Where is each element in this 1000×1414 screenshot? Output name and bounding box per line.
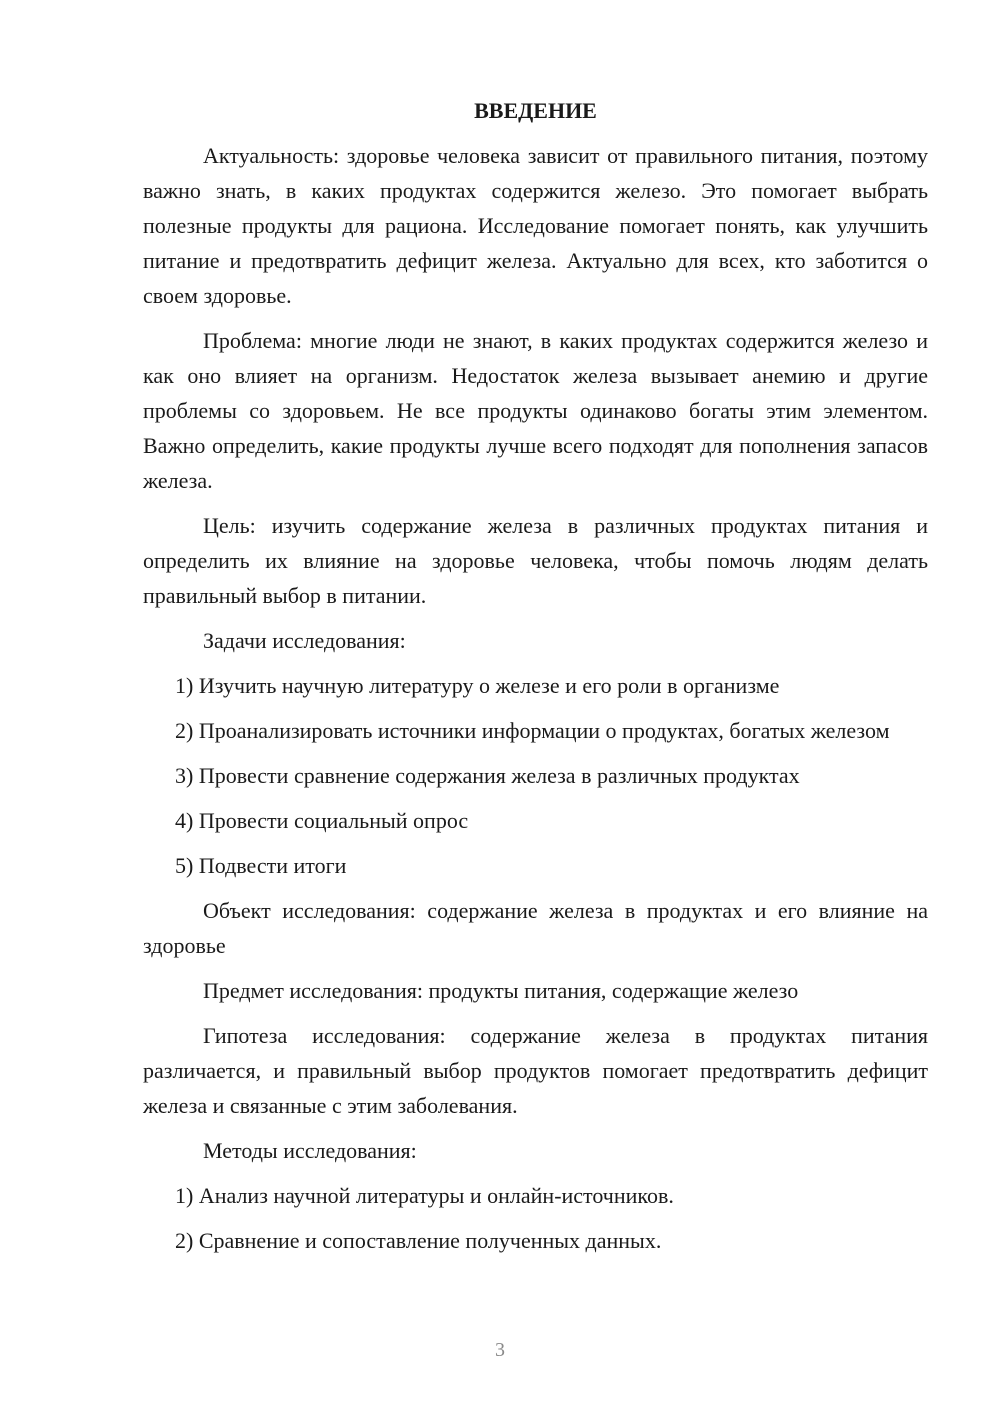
- method-item-1: 1) Анализ научной литературы и онлайн-источников.: [175, 1183, 674, 1208]
- tasks-heading: Задачи исследования:: [203, 628, 406, 653]
- page-content: [143, 93, 928, 1268]
- relevance-paragraph: Актуальность: здоровье человека зависит от правильного питания, поэтому важно знать, в каких продуктах содержится железо. Это помогает выбрать полезные продукты для рациона. Исследование помогает понять, как улучшить питание и предотвратить дефицит железа. Актуально для всех, кто заботится о своем здоровье.: [143, 143, 928, 308]
- goal-paragraph: Цель: изучить содержание железа в различных продуктах питания и определить их влияние на здоровье человека, чтобы помочь людям делать правильный выбор в питании.: [143, 513, 928, 608]
- task-item-1: 1) Изучить научную литературу о железе и его роли в организме: [175, 673, 780, 698]
- task-item-2: 2) Проанализировать источники информации о продуктах, богатых железом: [175, 718, 890, 743]
- object-paragraph: Объект исследования: содержание железа в продуктах и его влияние на здоровье: [143, 898, 928, 958]
- problem-paragraph: Проблема: многие люди не знают, в каких продуктах содержится железо и как оно влияет на организм. Недостаток железа вызывает анемию и другие проблемы со здоровьем. Не все продукты одинаково богаты этим элементом. Важно определить, какие продукты лучше всего подходят для пополнения запасов железа.: [143, 328, 928, 493]
- task-item-3: 3) Провести сравнение содержания железа в различных продуктах: [175, 763, 800, 788]
- methods-heading: Методы исследования:: [203, 1138, 417, 1163]
- method-item-2: 2) Сравнение и сопоставление полученных данных.: [175, 1228, 662, 1253]
- hypothesis-paragraph: Гипотеза исследования: содержание железа в продуктах питания различается, и правильный выбор продуктов помогает предотвратить дефицит железа и связанные с этим заболевания.: [143, 1023, 928, 1118]
- section-title: ВВЕДЕНИЕ: [474, 98, 597, 123]
- page-number: 3: [495, 1339, 505, 1361]
- task-item-4: 4) Провести социальный опрос: [175, 808, 469, 833]
- task-item-5: 5) Подвести итоги: [175, 853, 347, 878]
- subject-paragraph: Предмет исследования: продукты питания, содержащие железо: [203, 978, 799, 1003]
